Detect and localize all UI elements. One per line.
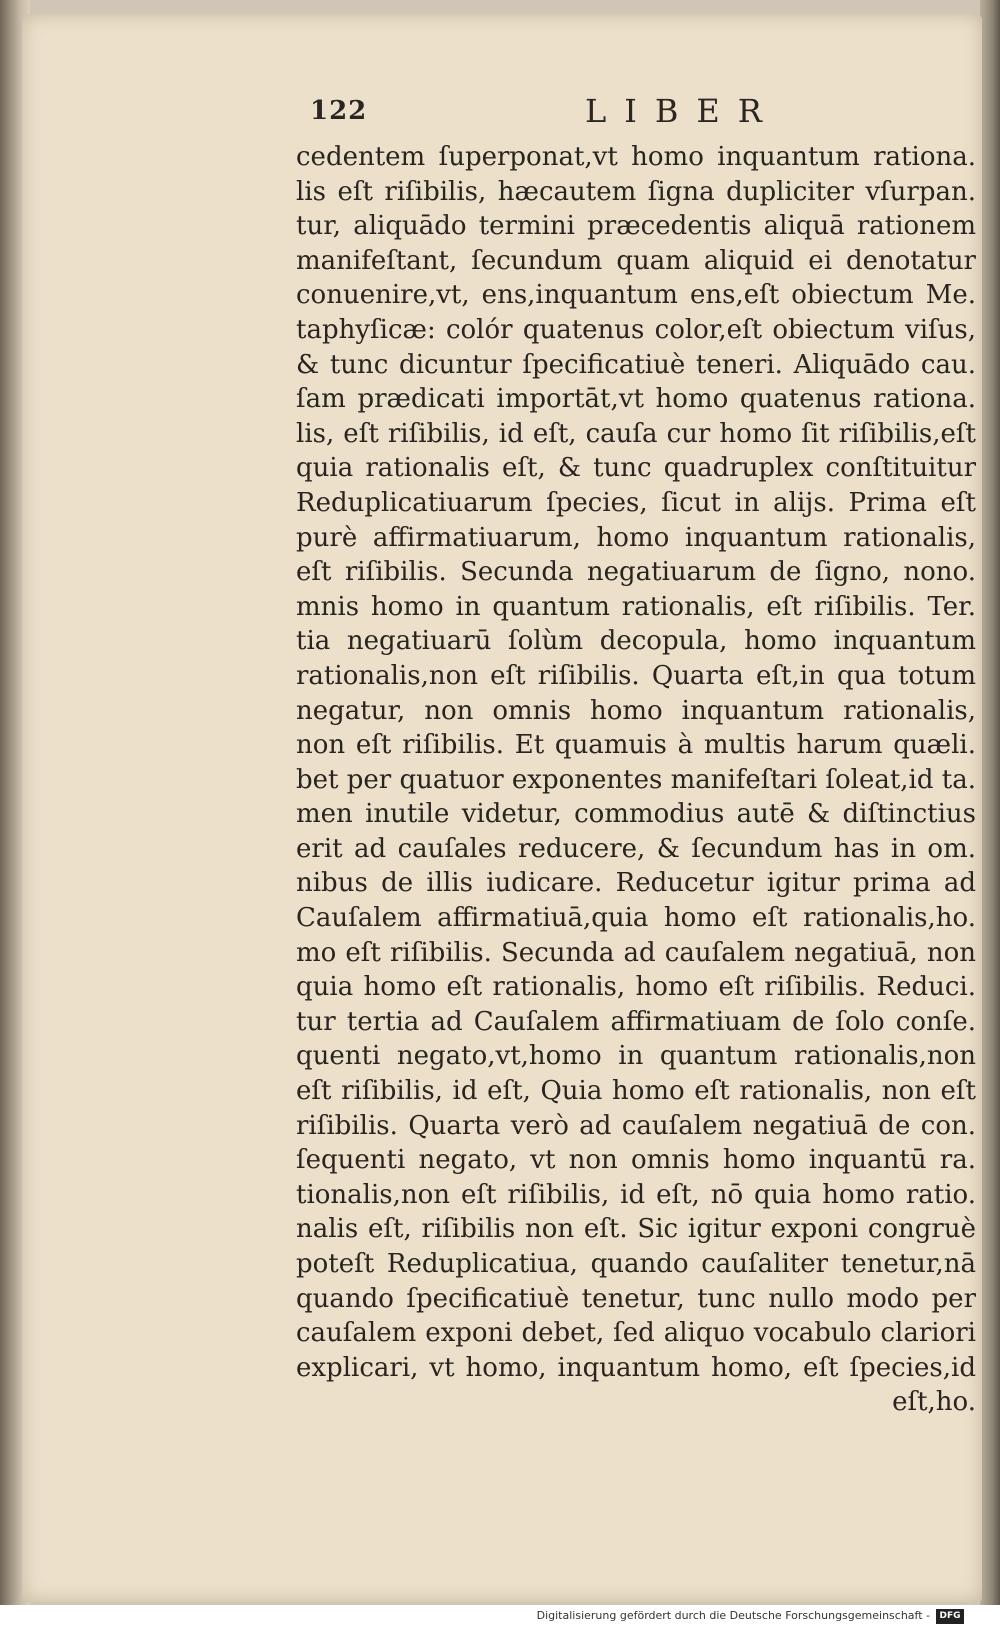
- text-line: negatur, non omnis homo inquantum rationalis,: [296, 695, 976, 726]
- page-header: [310, 92, 970, 136]
- text-line: tur tertia ad Cauſalem affirmatiuam de ſolo conſe.: [296, 1006, 976, 1037]
- text-line: cedentem ſuperponat,vt homo inquantum rationa.: [296, 142, 976, 172]
- text-line: riſibilis. Quarta verò ad cauſalem negatiuā de con.: [296, 1110, 976, 1141]
- text-line: mnis homo in quantum rationalis, eſt riſibilis. Ter.: [296, 591, 976, 622]
- page-number: 122: [310, 96, 368, 126]
- text-line: Cauſalem affirmatiuā,quia homo eſt rationalis,ho.: [296, 903, 976, 934]
- text-line: quenti negato,vt,homo in quantum rationalis,non: [296, 1041, 976, 1072]
- text-line: cauſalem exponi debet, ſed aliquo vocabulo clariori: [296, 1318, 976, 1349]
- text-line: eſt riſibilis. Secunda negatiuarum de ſigno, nono.: [296, 557, 976, 588]
- text-line: explicari, vt homo, inquantum homo, eſt ſpecies,id: [296, 1352, 976, 1383]
- text-line: quia homo eſt rationalis, homo eſt riſibilis. Reduci.: [296, 972, 976, 1003]
- dfg-logo-icon: DFG: [936, 1609, 964, 1624]
- footer-funding-text: Digitalisierung gefördert durch die Deutsche Forschungsgemeinschaft -: [536, 1609, 930, 1622]
- text-line: Reduplicatiuarum ſpecies, ſicut in alijs. Prima eſt: [296, 487, 976, 518]
- text-line: nibus de illis iudicare. Reducetur igitur prima ad: [296, 868, 976, 899]
- text-line: rationalis,non eſt riſibilis. Quarta eſt,in qua totum: [296, 660, 976, 691]
- text-line: erit ad cauſales reducere, & ſecundum has in om.: [296, 833, 976, 864]
- text-line: conuenire,vt, ens,inquantum ens,eſt obiectum Me.: [296, 280, 976, 311]
- text-line: nalis eſt, riſibilis non eſt. Sic igitur exponi congruè: [296, 1214, 976, 1245]
- text-line: ſam prædicati importāt,vt homo quatenus rationa.: [296, 384, 976, 415]
- text-line: taphyſicæ: colór quatenus color,eſt obiectum viſus,: [296, 314, 976, 345]
- text-line: poteſt Reduplicatiua, quando cauſaliter tenetur,nā: [296, 1249, 976, 1279]
- footer-bar: [0, 1605, 1000, 1629]
- text-line: ſequenti negato, vt non omnis homo inquantū ra.: [296, 1145, 976, 1176]
- text-line: eſt,ho.: [892, 1387, 976, 1418]
- text-line: non eſt riſibilis. Et quamuis à multis harum quæli.: [296, 730, 976, 761]
- text-line: tionalis,non eſt riſibilis, id eſt, nō quia homo ratio.: [296, 1179, 976, 1210]
- text-line: lis, eſt riſibilis, id eſt, cauſa cur homo ſit riſibilis,eſt: [296, 418, 976, 449]
- text-line: tia negatiuarū ſolùm decopula, homo inquantum: [296, 626, 976, 657]
- text-line: men inutile videtur, commodius autē & diſtinctius: [296, 799, 976, 830]
- text-line: & tunc dicuntur ſpecificatiuè teneri. Aliquādo cau.: [296, 349, 976, 380]
- running-head: LIBER: [585, 92, 780, 130]
- text-line: quando ſpecificatiuè tenetur, tunc nullo modo per: [296, 1283, 976, 1314]
- text-line: purè affirmatiuarum, homo inquantum rationalis,: [296, 522, 976, 553]
- text-line: eſt riſibilis, id eſt, Quia homo eſt rationalis, non eſt: [296, 1076, 976, 1107]
- text-line: quia rationalis eſt, & tunc quadruplex conſtituitur: [296, 453, 976, 484]
- body-text: [296, 140, 976, 1420]
- text-line: manifeſtant, ſecundum quam aliquid ei denotatur: [296, 245, 976, 276]
- text-line: lis eſt riſibilis, hæcautem ſigna dupliciter vſurpan.: [296, 176, 976, 207]
- text-line: tur, aliquādo termini præcedentis aliquā rationem: [296, 211, 976, 242]
- book-right-edge: [980, 0, 1000, 1605]
- text-line: mo eſt riſibilis. Secunda ad cauſalem negatiuā, non: [296, 937, 976, 968]
- text-line: bet per quatuor exponentes manifeſtari ſoleat,id ta.: [296, 764, 976, 795]
